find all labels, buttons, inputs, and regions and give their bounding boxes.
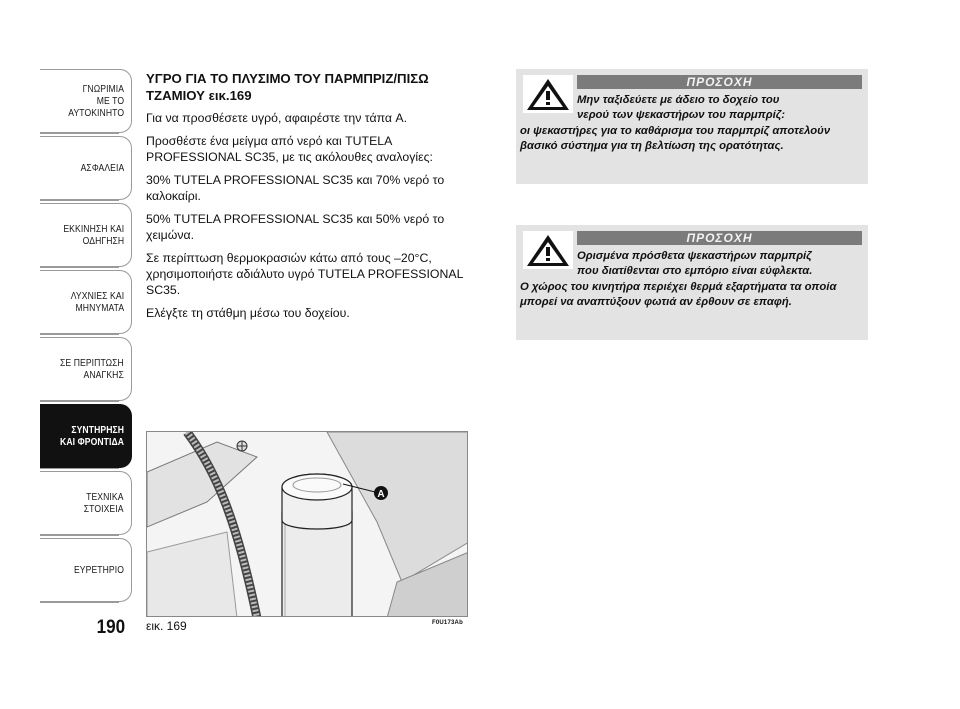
- figure-code: F0U173Ab: [432, 620, 463, 626]
- tab-safety[interactable]: [40, 136, 132, 200]
- tab-technical-data[interactable]: [40, 471, 132, 535]
- paragraph: Ελέγξτε τη στάθμη μέσω του δοχείου.: [146, 306, 350, 320]
- callout-label: A: [377, 489, 385, 500]
- tab-label: ΤΕΧΝΙΚΑ ΣΤΟΙΧΕΙΑ: [84, 491, 124, 515]
- warning-text-lead: Ορισμένα πρόσθετα ψεκαστήρων παρμπρίζ που διατίθενται στο εμπόριο είναι εύφλεκτα.: [577, 250, 813, 278]
- warning-text: [520, 93, 862, 154]
- warning-text-lead: Μην ταξιδεύετε με άδειο το δοχείο του νερού των ψεκαστήρων του παρμπρίζ:: [577, 94, 786, 122]
- tab-label: ΓΝΩΡΙΜΙΑ ΜΕ ΤΟ ΑΥΤΟΚΙΝΗΤΟ: [68, 83, 124, 119]
- warning-header: ΠΡΟΣΟΧΗ: [577, 75, 862, 89]
- page-number: 190: [96, 617, 126, 638]
- tab-introduction[interactable]: [40, 69, 132, 133]
- warning-header: ΠΡΟΣΟΧΗ: [577, 231, 862, 245]
- tab-label: ΣΥΝΤΗΡΗΣΗ ΚΑΙ ΦΡΟΝΤΙΔΑ: [60, 424, 124, 448]
- washer-reservoir-figure: [146, 431, 468, 617]
- paragraph: 30% TUTELA PROFESSIONAL SC35 και 70% νερό το καλοκαίρι.: [146, 173, 445, 203]
- tab-label: ΕΥΡΕΤΗΡΙΟ: [73, 564, 124, 576]
- washer-reservoir-illustration: [147, 432, 468, 617]
- paragraph: Σε περίπτωση θερμοκρασιών κάτω από τους –20°C, χρησιμοποιήστε αδιάλυτο υγρό TUTELA PROFESSIONAL SC35.: [146, 251, 463, 297]
- main-content: [146, 70, 486, 328]
- tab-label: ΛΥΧΝΙΕΣ ΚΑΙ ΜΗΝΥΜΑΤΑ: [70, 290, 124, 314]
- paragraph: Προσθέστε ένα μείγμα από νερό και TUTELA PROFESSIONAL SC35, με τις ακόλουθες αναλογίες:: [146, 134, 433, 164]
- tab-label: ΣΕ ΠΕΡΙΠΤΩΣΗ ΑΝΑΓΚΗΣ: [60, 357, 124, 381]
- section-title: ΥΓΡΟ ΓΙΑ ΤΟ ΠΛΥΣΙΜΟ ΤΟΥ ΠΑΡΜΠΡΙΖ/ΠΙΣΩ ΤΖΑΜΙΟΥ εικ.169: [146, 71, 429, 103]
- paragraph: Για να προσθέσετε υγρό, αφαιρέστε την τάπα A.: [146, 111, 408, 125]
- warning-box: [516, 69, 868, 184]
- figure-caption: εικ. 169: [146, 619, 187, 633]
- tab-index[interactable]: [40, 538, 132, 602]
- warning-box: [516, 225, 868, 340]
- warning-text: [520, 249, 862, 310]
- chapter-sidebar: [40, 69, 132, 605]
- warning-text-rest: Ο χώρος του κινητήρα περιέχει θερμά εξαρτήματα τα οποία μπορεί να αναπτύξουν φωτιά αν έρθουν σε επαφή.: [520, 280, 837, 308]
- tab-lights-messages[interactable]: [40, 270, 132, 334]
- tab-label: ΑΣΦΑΛΕΙΑ: [80, 162, 124, 174]
- warning-text-rest: οι ψεκαστήρες για το καθάρισμα του παρμπρίζ αποτελούν βασικό σύστημα για τη βελτίωση της ορατότητας.: [520, 124, 831, 152]
- tab-label: ΕΚΚΙΝΗΣΗ ΚΑΙ ΟΔΗΓΗΣΗ: [63, 223, 124, 247]
- tab-maintenance-care[interactable]: [40, 404, 132, 468]
- paragraph: 50% TUTELA PROFESSIONAL SC35 και 50% νερό το χειμώνα.: [146, 212, 445, 242]
- tab-emergency[interactable]: [40, 337, 132, 401]
- tab-starting-driving[interactable]: [40, 203, 132, 267]
